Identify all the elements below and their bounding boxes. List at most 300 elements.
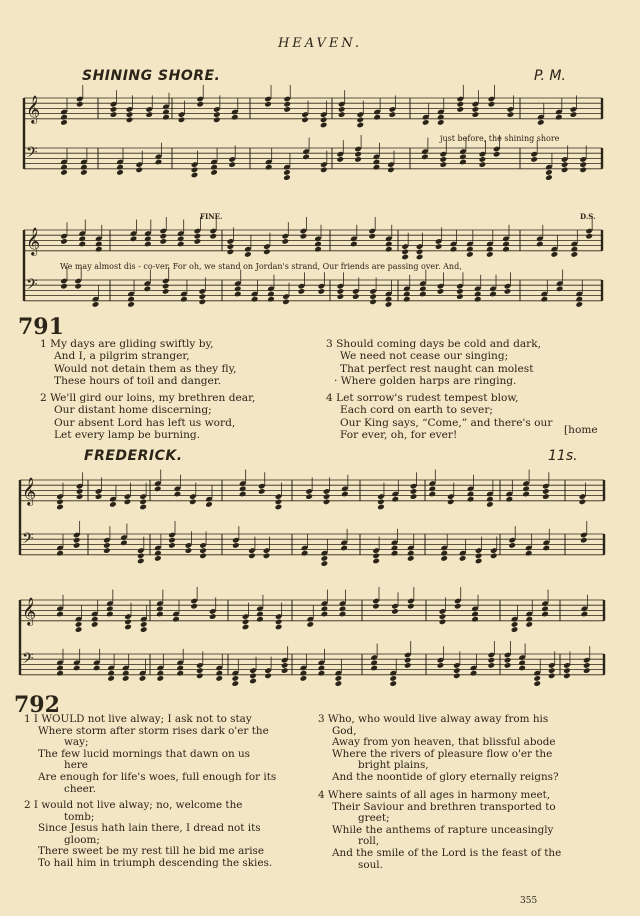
note-head xyxy=(180,296,188,303)
note-head xyxy=(369,299,377,306)
note-head xyxy=(196,673,204,680)
hymn-number-792: 792 xyxy=(14,692,60,718)
note-head xyxy=(570,111,578,118)
note-head xyxy=(407,603,415,610)
note-head xyxy=(122,675,130,682)
note-head xyxy=(194,233,202,240)
note-head xyxy=(474,291,482,298)
note-head xyxy=(504,288,512,295)
hymn-791-verse-1: 1 My days are gliding swiftly by, And I, a pilgrim stranger, Would not detain them as they fly, These hours of toil and danger. xyxy=(40,338,237,388)
note-head xyxy=(116,169,124,176)
note-head xyxy=(459,555,467,562)
note-head xyxy=(507,111,515,118)
note-head xyxy=(265,164,273,171)
note-head xyxy=(541,296,549,303)
treble-clef-icon: 𝄞 xyxy=(22,477,37,505)
note-head xyxy=(486,251,494,258)
note-head xyxy=(437,662,445,669)
note-head xyxy=(275,619,283,626)
note-head xyxy=(581,611,589,618)
note-head xyxy=(356,117,364,124)
note-head xyxy=(466,246,474,253)
note-head xyxy=(232,542,240,549)
hymn-791-verse-2: 2 We'll gird our loins, my brethren dear, Our distant home discerning; Our absent Lord has left us word, Let every lamp be burning. xyxy=(40,392,256,442)
treble-clef-icon: 𝄞 xyxy=(26,227,41,255)
note-head xyxy=(139,499,147,506)
note-head xyxy=(429,491,437,498)
note-head xyxy=(60,114,68,121)
note-head xyxy=(561,167,569,174)
note-head xyxy=(92,301,100,308)
note-head xyxy=(391,550,399,557)
note-head xyxy=(199,547,207,554)
note-head xyxy=(232,675,240,682)
note-head xyxy=(575,296,583,303)
note-head xyxy=(506,496,514,503)
note-head xyxy=(127,301,135,308)
note-head xyxy=(196,101,204,108)
note-head xyxy=(189,499,197,506)
note-head xyxy=(583,662,591,669)
note-head xyxy=(283,101,291,108)
note-head xyxy=(457,101,465,108)
note-head xyxy=(73,537,81,544)
note-head xyxy=(314,241,322,248)
tune-meter-frederick: 11s. xyxy=(548,448,578,464)
note-head xyxy=(199,299,207,306)
note-head xyxy=(162,288,170,295)
note-head xyxy=(109,501,117,508)
hymn-791-verse-4: 4 Let sorrow's rudest tempest blow, Each cord on earth to sever; Our King says, “Come,” and there's our For ever, oh, for ever! xyxy=(326,392,553,442)
note-head xyxy=(210,169,218,176)
music-staff-system-4 xyxy=(0,588,640,698)
note-head xyxy=(373,159,381,166)
note-head xyxy=(300,675,308,682)
note-head xyxy=(56,611,64,618)
page-number: 355 xyxy=(520,896,538,906)
note-head xyxy=(422,119,430,126)
treble-clef-icon: 𝄞 xyxy=(22,597,37,625)
note-head xyxy=(525,616,533,623)
note-head xyxy=(563,667,571,674)
note-head xyxy=(471,611,479,618)
note-head xyxy=(335,680,343,687)
note-head xyxy=(372,553,380,560)
note-head xyxy=(209,613,217,620)
note-head xyxy=(453,673,461,680)
hymn-792-verse-3: 3 Who, who would live alway away from his God, Away from yon heaven, that blissful abode Where the rivers of pleasure flow o'er the bright plains, And the noontide of glory eternally reigns? xyxy=(318,713,559,783)
note-head xyxy=(490,553,498,560)
note-head xyxy=(157,670,165,677)
note-head xyxy=(407,555,415,562)
note-head xyxy=(251,296,259,303)
note-head xyxy=(93,665,101,672)
note-head xyxy=(137,553,145,560)
note-head xyxy=(78,241,86,248)
note-head xyxy=(508,542,516,549)
note-head xyxy=(267,296,275,303)
note-head xyxy=(440,550,448,557)
note-head xyxy=(124,619,132,626)
note-head xyxy=(318,288,326,295)
note-head xyxy=(91,621,99,628)
note-head xyxy=(155,159,163,166)
note-head xyxy=(542,545,550,552)
note-head xyxy=(457,106,465,113)
note-head xyxy=(454,603,462,610)
note-head xyxy=(563,673,571,680)
note-head xyxy=(60,283,68,290)
note-head xyxy=(419,291,427,298)
note-head xyxy=(76,101,84,108)
note-head xyxy=(213,111,221,118)
note-head xyxy=(116,164,124,171)
note-head xyxy=(429,486,437,493)
note-head xyxy=(502,246,510,253)
note-head xyxy=(368,233,376,240)
lyric-line-2: We may almost dis - co-ver. For oh, we stand on Jordan's strand, Our friends are passing over. And, xyxy=(60,262,462,271)
note-head xyxy=(178,117,186,124)
note-head xyxy=(435,243,443,250)
tune-meter-shining-shore: P. M. xyxy=(534,68,566,84)
note-head xyxy=(306,621,314,628)
note-head xyxy=(421,154,429,161)
note-head xyxy=(124,624,132,631)
note-head xyxy=(493,151,501,158)
note-head xyxy=(579,167,587,174)
note-head xyxy=(542,493,550,500)
note-head xyxy=(263,249,271,256)
note-head xyxy=(103,542,111,549)
note-head xyxy=(385,296,393,303)
note-head xyxy=(522,486,530,493)
note-head xyxy=(144,241,152,248)
note-head xyxy=(275,624,283,631)
note-head xyxy=(107,670,115,677)
note-head xyxy=(107,675,115,682)
note-head xyxy=(341,491,349,498)
note-head xyxy=(185,547,193,554)
note-head xyxy=(321,606,329,613)
note-head xyxy=(73,542,81,549)
note-head xyxy=(391,496,399,503)
note-head xyxy=(318,665,326,672)
note-head xyxy=(522,491,530,498)
note-head xyxy=(373,164,381,171)
note-head xyxy=(281,667,289,674)
note-head xyxy=(244,251,252,258)
note-head xyxy=(354,151,362,158)
note-head xyxy=(391,545,399,552)
note-head xyxy=(338,106,346,113)
note-head xyxy=(162,114,170,121)
note-head xyxy=(145,111,153,118)
note-head xyxy=(339,606,347,613)
note-head xyxy=(298,288,306,295)
note-head xyxy=(437,288,445,295)
note-head xyxy=(172,616,180,623)
note-head xyxy=(300,233,308,240)
note-head xyxy=(336,156,344,163)
note-head xyxy=(159,238,167,245)
note-head xyxy=(174,491,182,498)
note-head xyxy=(504,657,512,664)
note-head xyxy=(488,101,496,108)
note-head xyxy=(56,504,64,511)
note-head xyxy=(410,493,418,500)
note-head xyxy=(283,106,291,113)
section-title: HEAVEN. xyxy=(277,36,363,51)
ds-mark: D.S. xyxy=(580,212,596,221)
note-head xyxy=(479,156,487,163)
note-head xyxy=(489,291,497,298)
note-head xyxy=(302,154,310,161)
note-head xyxy=(56,499,64,506)
bass-clef-icon: 𝄢 xyxy=(22,530,34,551)
note-head xyxy=(377,499,385,506)
note-head xyxy=(135,167,143,174)
note-head xyxy=(472,111,480,118)
note-head xyxy=(537,119,545,126)
note-head xyxy=(73,665,81,672)
note-head xyxy=(471,616,479,623)
note-head xyxy=(191,167,199,174)
note-head xyxy=(403,296,411,303)
note-head xyxy=(258,488,266,495)
note-head xyxy=(530,156,538,163)
note-head xyxy=(126,111,134,118)
note-head xyxy=(122,670,130,677)
note-head xyxy=(459,159,467,166)
note-head xyxy=(144,286,152,293)
note-head xyxy=(323,493,331,500)
note-head xyxy=(267,291,275,298)
hymn-792-verse-4: 4 Where saints of all ages in harmony meet, Their Saviour and brethren transported to greet; While the anthems of rapture unceasingly roll, And the smile of the Lord is the feast of the soul. xyxy=(318,789,562,871)
hymn-number-791: 791 xyxy=(18,314,64,340)
note-head xyxy=(168,542,176,549)
note-head xyxy=(159,233,167,240)
note-head xyxy=(470,670,478,677)
note-head xyxy=(475,558,483,565)
note-head xyxy=(321,560,329,567)
note-head xyxy=(579,161,587,168)
note-head xyxy=(199,293,207,300)
note-head xyxy=(335,675,343,682)
note-head xyxy=(196,667,204,674)
note-head xyxy=(571,246,579,253)
note-head xyxy=(575,301,583,308)
note-head xyxy=(439,156,447,163)
note-head xyxy=(437,114,445,121)
note-head xyxy=(437,119,445,126)
note-head xyxy=(120,540,128,547)
hymn-791-verse-4-turnover: [home xyxy=(564,424,598,436)
note-head xyxy=(453,667,461,674)
note-head xyxy=(234,286,242,293)
note-head xyxy=(130,236,138,243)
note-head xyxy=(320,117,328,124)
note-head xyxy=(256,611,264,618)
note-head xyxy=(227,249,235,256)
note-head xyxy=(60,119,68,126)
note-head xyxy=(511,621,519,628)
note-head xyxy=(318,670,326,677)
note-head xyxy=(209,233,217,240)
note-head xyxy=(74,283,82,290)
note-head xyxy=(350,241,358,248)
note-head xyxy=(78,236,86,243)
note-head xyxy=(314,246,322,253)
note-head xyxy=(518,665,526,672)
note-head xyxy=(199,553,207,560)
note-head xyxy=(561,161,569,168)
note-head xyxy=(370,665,378,672)
note-head xyxy=(75,621,83,628)
note-head xyxy=(140,621,148,628)
note-head xyxy=(377,504,385,511)
note-head xyxy=(373,114,381,121)
note-head xyxy=(354,156,362,163)
note-head xyxy=(283,174,291,181)
tune-name-shining-shore: SHINING SHORE. xyxy=(82,68,221,84)
note-head xyxy=(256,616,264,623)
note-head xyxy=(213,117,221,124)
note-head xyxy=(548,667,556,674)
note-head xyxy=(337,288,345,295)
music-staff-system-3 xyxy=(0,462,640,592)
lyric-line-1: just before, the shining shore xyxy=(440,134,560,143)
note-head xyxy=(401,249,409,256)
note-head xyxy=(154,550,162,557)
note-head xyxy=(340,545,348,552)
hymn-792-verse-1: 1 I WOULD not live alway; I ask not to stay Where storm after storm rises dark o'er the way; The few lucid mornings that dawn on us here Are enough for life's woes, full enough for its cheer. xyxy=(24,713,277,795)
hymn-791-verse-3: 3 Should coming days be cold and dark, We need not cease our singing; That perfect rest naught can molest · Where golden harps are ringing. xyxy=(326,338,542,388)
note-head xyxy=(321,611,329,618)
note-head xyxy=(154,486,162,493)
note-head xyxy=(488,662,496,669)
note-head xyxy=(56,665,64,672)
note-head xyxy=(486,501,494,508)
note-head xyxy=(228,161,236,168)
note-head xyxy=(215,670,223,677)
note-head xyxy=(389,111,397,118)
note-head xyxy=(545,169,553,176)
note-head xyxy=(140,626,148,633)
note-head xyxy=(139,675,147,682)
note-head xyxy=(385,241,393,248)
note-head xyxy=(447,499,455,506)
note-head xyxy=(320,122,328,129)
note-head xyxy=(407,550,415,557)
note-head xyxy=(502,241,510,248)
note-head xyxy=(60,169,68,176)
note-head xyxy=(177,236,185,243)
note-head xyxy=(440,555,448,562)
note-head xyxy=(205,501,213,508)
note-head xyxy=(95,241,103,248)
note-head xyxy=(176,665,184,672)
note-head xyxy=(387,167,395,174)
note-head xyxy=(486,246,494,253)
note-head xyxy=(242,619,250,626)
note-head xyxy=(486,496,494,503)
note-head xyxy=(156,611,164,618)
note-head xyxy=(127,296,135,303)
note-head xyxy=(56,670,64,677)
note-head xyxy=(215,675,223,682)
note-head xyxy=(176,670,184,677)
note-head xyxy=(533,675,541,682)
note-head xyxy=(60,164,68,171)
note-head xyxy=(242,624,250,631)
note-head xyxy=(282,238,290,245)
note-head xyxy=(162,283,170,290)
note-head xyxy=(385,246,393,253)
note-head xyxy=(548,673,556,680)
note-head xyxy=(450,246,458,253)
note-head xyxy=(541,606,549,613)
note-head xyxy=(416,254,424,261)
bass-clef-icon: 𝄢 xyxy=(22,650,34,671)
note-head xyxy=(110,106,118,113)
note-head xyxy=(372,558,380,565)
bass-clef-icon: 𝄢 xyxy=(26,276,38,297)
note-head xyxy=(91,616,99,623)
note-head xyxy=(585,233,593,240)
note-head xyxy=(389,680,397,687)
note-head xyxy=(337,293,345,300)
note-head xyxy=(320,167,328,174)
note-head xyxy=(403,291,411,298)
note-head xyxy=(459,154,467,161)
note-head xyxy=(76,493,84,500)
note-head xyxy=(177,241,185,248)
note-head xyxy=(571,251,579,258)
note-head xyxy=(401,254,409,261)
note-head xyxy=(518,660,526,667)
note-head xyxy=(239,486,247,493)
note-head xyxy=(467,496,475,503)
note-head xyxy=(536,241,544,248)
note-head xyxy=(95,493,103,500)
note-head xyxy=(525,550,533,557)
treble-clef-icon: 𝄞 xyxy=(26,95,41,123)
note-head xyxy=(275,499,283,506)
note-head xyxy=(456,288,464,295)
note-head xyxy=(511,626,519,633)
note-head xyxy=(369,293,377,300)
bass-clef-icon: 𝄢 xyxy=(26,144,38,165)
note-head xyxy=(249,673,257,680)
note-head xyxy=(541,611,549,618)
note-head xyxy=(95,246,103,253)
note-head xyxy=(110,111,118,118)
note-head xyxy=(124,499,132,506)
note-head xyxy=(404,662,412,669)
note-head xyxy=(338,111,346,118)
note-head xyxy=(479,161,487,168)
note-head xyxy=(210,164,218,171)
note-head xyxy=(106,611,114,618)
note-head xyxy=(579,499,587,506)
note-head xyxy=(323,499,331,506)
note-head xyxy=(75,626,83,633)
note-head xyxy=(190,603,198,610)
note-head xyxy=(472,106,480,113)
note-head xyxy=(542,488,550,495)
note-head xyxy=(275,504,283,511)
note-head xyxy=(227,243,235,250)
